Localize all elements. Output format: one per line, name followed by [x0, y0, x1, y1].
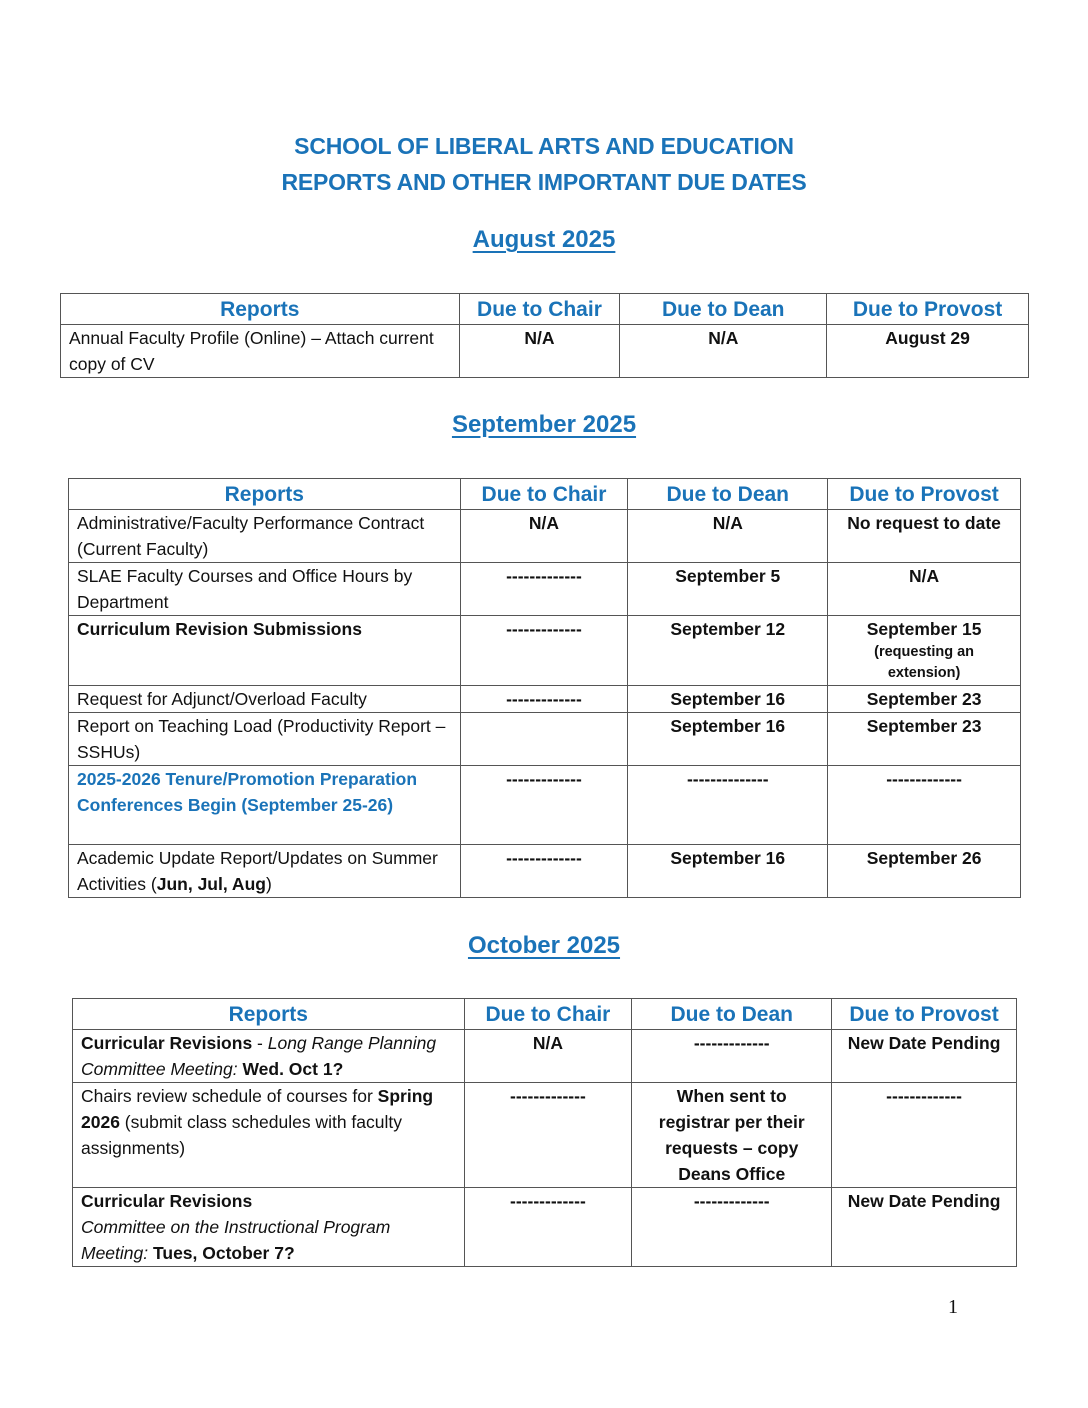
- report-cell: Administrative/Faculty Performance Contract (Current Faculty): [69, 510, 461, 563]
- dean-cell: N/A: [628, 510, 828, 563]
- report-cell: [73, 1188, 465, 1267]
- report-meeting-date: Tues, October 7?: [148, 1243, 295, 1263]
- dean-cell: --------------: [628, 766, 828, 845]
- table-row: [73, 1083, 1017, 1188]
- table-header-row: [73, 999, 1017, 1030]
- dean-cell: -------------: [632, 1188, 832, 1267]
- chair-cell: -------------: [460, 616, 628, 686]
- report-title: Curricular Revisions: [81, 1191, 253, 1211]
- report-separator: -: [252, 1033, 268, 1053]
- table-october: [72, 998, 1017, 1267]
- table-august: [60, 293, 1029, 378]
- report-cell: [73, 1083, 465, 1188]
- table-header-row: [69, 479, 1021, 510]
- dean-cell: September 16: [628, 845, 828, 898]
- header-reports: Reports: [69, 479, 461, 510]
- report-cell: Curriculum Revision Submissions: [69, 616, 461, 686]
- table-header-row: [61, 294, 1029, 325]
- report-cell: 2025-2026 Tenure/Promotion Preparation Conferences Begin (September 25-26): [69, 766, 461, 845]
- report-cell: Report on Teaching Load (Productivity Report – SSHUs): [69, 713, 461, 766]
- report-cell: Annual Faculty Profile (Online) – Attach current copy of CV: [61, 325, 460, 378]
- chair-cell: N/A: [459, 325, 620, 378]
- table-row: [73, 1030, 1017, 1083]
- report-cell: SLAE Faculty Courses and Office Hours by Department: [69, 563, 461, 616]
- header-dean: Due to Dean: [620, 294, 827, 325]
- provost-cell: No request to date: [828, 510, 1021, 563]
- header-chair: Due to Chair: [460, 479, 628, 510]
- header-provost: Due to Provost: [832, 999, 1017, 1030]
- provost-cell: September 23: [828, 686, 1021, 713]
- provost-cell: New Date Pending: [832, 1030, 1017, 1083]
- report-text-end: ): [265, 874, 272, 894]
- document-title: [0, 128, 1088, 200]
- report-cell: Request for Adjunct/Overload Faculty: [69, 686, 461, 713]
- table-row: [73, 1188, 1017, 1267]
- heading-october: October 2025: [467, 932, 621, 959]
- table-row: [69, 845, 1021, 898]
- provost-cell: September 26: [828, 845, 1021, 898]
- header-chair: Due to Chair: [464, 999, 632, 1030]
- report-meeting: Committee on the Instructional Program Meeting:: [81, 1217, 391, 1263]
- report-title: Curricular Revisions: [81, 1033, 253, 1053]
- dean-cell: -------------: [632, 1030, 832, 1083]
- dean-cell: September 16: [628, 713, 828, 766]
- title-line-2: REPORTS AND OTHER IMPORTANT DUE DATES: [281, 169, 807, 195]
- header-provost: Due to Provost: [828, 479, 1021, 510]
- provost-cell: New Date Pending: [832, 1188, 1017, 1267]
- report-cell: [69, 845, 461, 898]
- header-provost: Due to Provost: [827, 294, 1029, 325]
- header-dean: Due to Dean: [632, 999, 832, 1030]
- provost-cell: N/A: [828, 563, 1021, 616]
- heading-august: August 2025: [472, 226, 616, 253]
- chair-cell: -------------: [460, 845, 628, 898]
- page-number: 1: [948, 1296, 958, 1318]
- chair-cell: [460, 713, 628, 766]
- header-reports: Reports: [61, 294, 460, 325]
- chair-cell: -------------: [460, 686, 628, 713]
- table-september: [68, 478, 1021, 898]
- chair-cell: N/A: [460, 510, 628, 563]
- report-months: Jun, Jul, Aug: [156, 874, 266, 894]
- provost-cell: August 29: [827, 325, 1029, 378]
- report-cell: [73, 1030, 465, 1083]
- dean-cell: September 16: [628, 686, 828, 713]
- provost-cell: -------------: [832, 1083, 1017, 1188]
- chair-cell: -------------: [460, 563, 628, 616]
- header-chair: Due to Chair: [459, 294, 620, 325]
- provost-date: September 15: [866, 619, 982, 639]
- provost-cell: [828, 616, 1021, 686]
- provost-cell: September 23: [828, 713, 1021, 766]
- table-row: [69, 713, 1021, 766]
- heading-september: September 2025: [451, 411, 637, 438]
- table-row: [69, 510, 1021, 563]
- table-row: [69, 686, 1021, 713]
- chair-cell: -------------: [464, 1188, 632, 1267]
- report-text: Academic Update Report/Updates on Summer Activities (: [77, 848, 438, 894]
- report-text-end: (submit class schedules with faculty assignments): [81, 1112, 402, 1158]
- report-meeting-date: Wed. Oct 1?: [237, 1059, 344, 1079]
- dean-cell: September 5: [628, 563, 828, 616]
- chair-cell: -------------: [460, 766, 628, 845]
- report-text: Chairs review schedule of courses for: [81, 1086, 378, 1106]
- chair-cell: -------------: [464, 1083, 632, 1188]
- dean-cell: N/A: [620, 325, 827, 378]
- header-reports: Reports: [73, 999, 465, 1030]
- title-line-1: SCHOOL OF LIBERAL ARTS AND EDUCATION: [294, 133, 794, 159]
- provost-cell: -------------: [828, 766, 1021, 845]
- report-meeting: Long Range Planning Committee Meeting:: [81, 1033, 437, 1079]
- dean-cell: When sent to registrar per their requests – copy Deans Office: [632, 1083, 832, 1188]
- provost-note: (requesting an extension): [874, 644, 975, 681]
- chair-cell: N/A: [464, 1030, 632, 1083]
- dean-cell: September 12: [628, 616, 828, 686]
- table-row: [61, 325, 1029, 378]
- table-row: [69, 616, 1021, 686]
- header-dean: Due to Dean: [628, 479, 828, 510]
- table-row: [69, 563, 1021, 616]
- table-row: [69, 766, 1021, 845]
- report-term: Spring 2026: [81, 1086, 434, 1132]
